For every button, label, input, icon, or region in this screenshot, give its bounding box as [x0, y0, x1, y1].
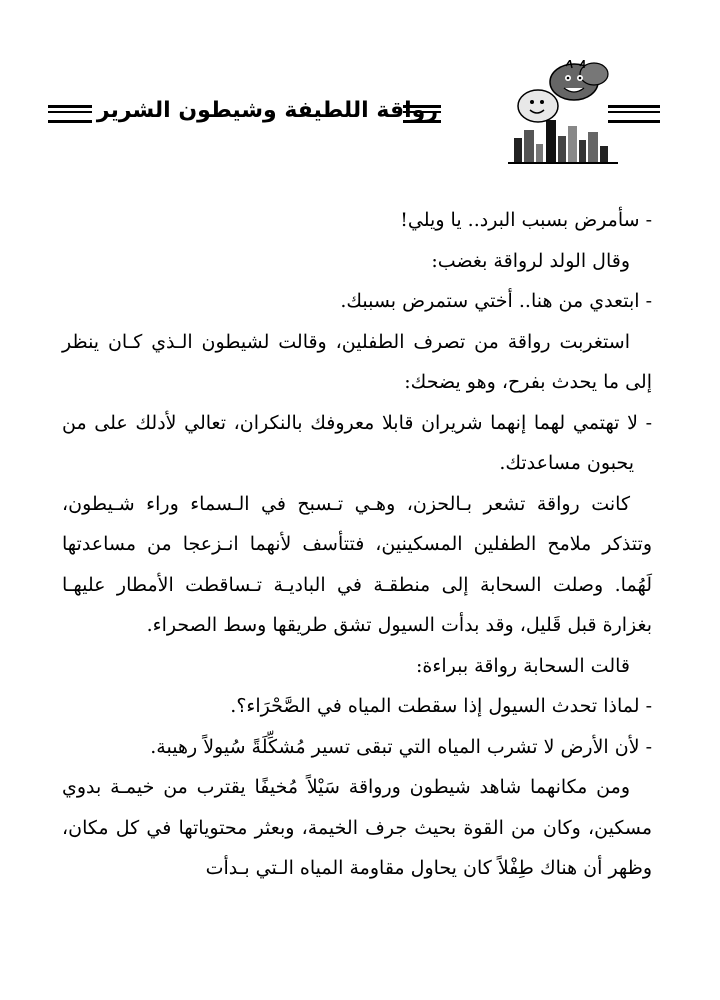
- paragraph: قالت السحابة رواقة ببراءة:: [416, 654, 630, 677]
- paragraph: - لأن الأرض لا تشرب المياه التي تبقى تسير مُشكِّلَةً سُيولاً رهيبة.: [150, 735, 652, 758]
- story-text: [62, 200, 652, 889]
- paragraph: ومن مكانهما شاهد شيطون ورواقة سَيْلاً مُخيفًا يقترب من خيمـة بدوي مسكين، وكان من القوة بحيث جرف الخيمة، وبعثر محتوياتها في كل مكان، وظهر أن هناك طِفْلاً كان يحاول مقاومة المياه الـتي بـدأت: [62, 776, 652, 879]
- paragraph: استغربت رواقة من تصرف الطفلين، وقالت لشيطون الـذي كـان ينظر إلى ما يحدث بفرح، وهو يضحك:: [62, 330, 652, 393]
- paragraph: - لماذا تحدث السيول إذا سقطت المياه في الصَّحْرَاء؟.: [230, 695, 652, 717]
- chapter-header: [48, 60, 668, 170]
- header-rule-middle: [403, 105, 441, 123]
- paragraph: وقال الولد لرواقة بغضب:: [431, 249, 630, 272]
- paragraph: كانت رواقة تشعر بـالحزن، وهـي تـسبح في الـسماء وراء شـيطون، وتتذكر ملامح الطفلين المسكينين، فتتأسف لأنهما انـزعجا من مساعدتها لَهُما. وصلت السحابة إلى منطقـة في الباديـة تـساقطت الأمطار عليهـا بغزارة قبل قَليل، وقد بدأت السيول تشق طريقها وسط الصحراء.: [62, 492, 652, 636]
- header-rule-right: [608, 105, 660, 123]
- header-rule-left: [48, 105, 92, 123]
- city-cloud-icon: [508, 60, 618, 164]
- paragraph: - سأمرض بسبب البرد.. يا ويلي!: [400, 209, 652, 231]
- paragraph: - لا تهتمي لهما إنهما شريران قابلا معروفك بالنكران، تعالي لأدلك على من يحبون مساعدتك.: [62, 411, 652, 474]
- paragraph: - ابتعدي من هنا.. أختي ستمرض بسببك.: [340, 290, 652, 312]
- chapter-title: رواقة اللطيفة وشيطون الشرير: [96, 98, 438, 123]
